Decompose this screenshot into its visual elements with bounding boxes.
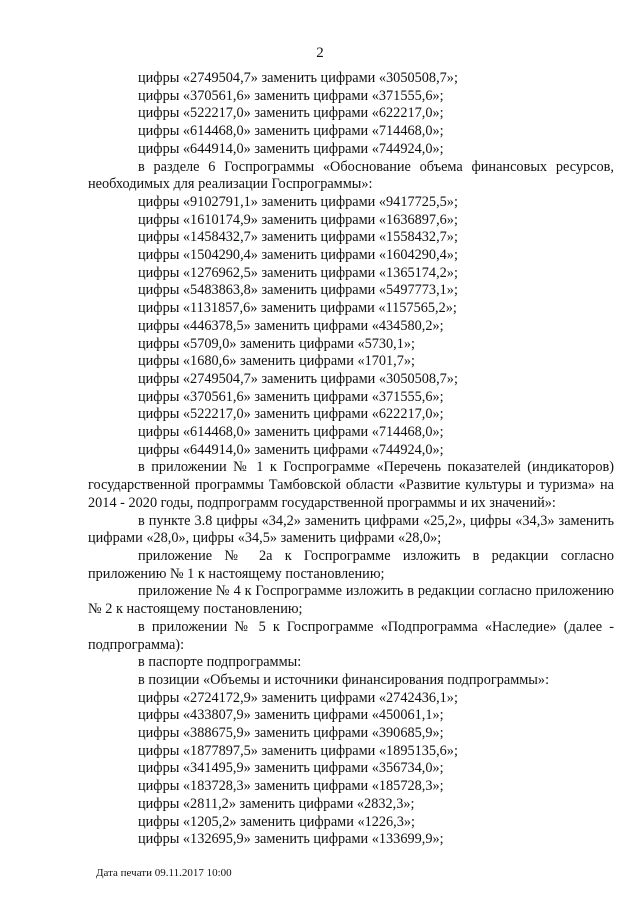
appendix5-paragraph: в приложении № 5 к Госпрограмме «Подпрограмма «Наследие» (далее - подпрограмма): — [88, 618, 614, 653]
appendix4-paragraph: приложение № 4 к Госпрограмме изложить в редакции согласно приложению № 2 к настоящему постановлению; — [88, 583, 614, 618]
item38-paragraph: в пункте 3.8 цифры «34,2» заменить цифрами «25,2», цифры «34,3» заменить цифрами «28,0», цифры «34,5» заменить цифрами «28,0»; — [88, 512, 614, 547]
list-item: цифры «1504290,4» заменить цифрами «1604290,4»; — [138, 247, 458, 264]
list-item: цифры «5483863,8» заменить цифрами «5497773,1»; — [138, 282, 458, 299]
list-item: цифры «2811,2» заменить цифрами «2832,3»; — [138, 795, 415, 812]
list-item: цифры «132695,9» заменить цифрами «133699,9»; — [138, 831, 444, 848]
section6-paragraph: в разделе 6 Госпрограммы «Обоснование объема финансовых ресурсов, необходимых для реализации Госпрограммы»: — [88, 158, 614, 193]
list-item: цифры «1877897,5» заменить цифрами «1895135,6»; — [138, 742, 458, 759]
replacement-list-a — [88, 70, 614, 159]
list-item: цифры «446378,5» заменить цифрами «434580,2»; — [138, 317, 444, 334]
list-item: цифры «1610174,9» заменить цифрами «1636897,6»; — [138, 211, 458, 228]
list-item: цифры «644914,0» заменить цифрами «744924,0»; — [138, 441, 444, 458]
appendix2a-paragraph: приложение № 2а к Госпрограмме изложить в редакции согласно приложению № 1 к настоящему постановлению; — [88, 547, 614, 582]
replacement-list-b — [88, 194, 614, 460]
list-item: цифры «1458432,7» заменить цифрами «1558432,7»; — [138, 229, 458, 246]
list-item: цифры «2724172,9» заменить цифрами «2742436,1»; — [138, 689, 458, 706]
list-item: цифры «1205,2» заменить цифрами «1226,3»; — [138, 813, 416, 830]
list-item: цифры «2749504,7» заменить цифрами «3050508,7»; — [138, 370, 458, 387]
print-date-footer: Дата печати 09.11.2017 10:00 — [96, 867, 232, 879]
document-body — [88, 70, 614, 849]
list-item: цифры «614468,0» заменить цифрами «714468,0»; — [138, 424, 444, 441]
list-item: цифры «5709,0» заменить цифрами «5730,1»; — [138, 335, 416, 352]
list-item: цифры «370561,6» заменить цифрами «371555,6»; — [138, 388, 444, 405]
list-item: цифры «9102791,1» заменить цифрами «9417725,5»; — [138, 193, 458, 210]
appendix1-paragraph: в приложении № 1 к Госпрограмме «Перечень показателей (индикаторов) государственной программы Тамбовской области «Развитие культуры и туризма» на 2014 - 2020 годы, подпрограмм государственной программы и их значений»: — [88, 459, 614, 511]
position-line: в позиции «Объемы и источники финансирования подпрограммы»: — [138, 671, 550, 688]
list-item: цифры «614468,0» заменить цифрами «714468,0»; — [138, 123, 444, 140]
list-item: цифры «1276962,5» заменить цифрами «1365174,2»; — [138, 264, 458, 281]
passport-line: в паспорте подпрограммы: — [138, 654, 302, 671]
list-item: цифры «522217,0» заменить цифрами «622217,0»; — [138, 406, 444, 423]
list-item: цифры «341495,9» заменить цифрами «356734,0»; — [138, 760, 444, 777]
list-item: цифры «1680,6» заменить цифрами «1701,7»; — [138, 353, 416, 370]
list-item: цифры «2749504,7» заменить цифрами «3050508,7»; — [138, 70, 458, 86]
list-item: цифры «433807,9» заменить цифрами «450061,1»; — [138, 707, 444, 724]
list-item: цифры «644914,0» заменить цифрами «744924,0»; — [138, 140, 444, 157]
list-item: цифры «183728,3» заменить цифрами «185728,3»; — [138, 778, 444, 795]
list-item: цифры «388675,9» заменить цифрами «390685,9»; — [138, 725, 444, 742]
list-item: цифры «1131857,6» заменить цифрами «1157565,2»; — [138, 300, 457, 317]
list-item: цифры «522217,0» заменить цифрами «622217,0»; — [138, 105, 444, 122]
replacement-list-c — [88, 690, 614, 849]
list-item: цифры «370561,6» заменить цифрами «371555,6»; — [138, 87, 444, 104]
page-number: 2 — [316, 45, 324, 61]
